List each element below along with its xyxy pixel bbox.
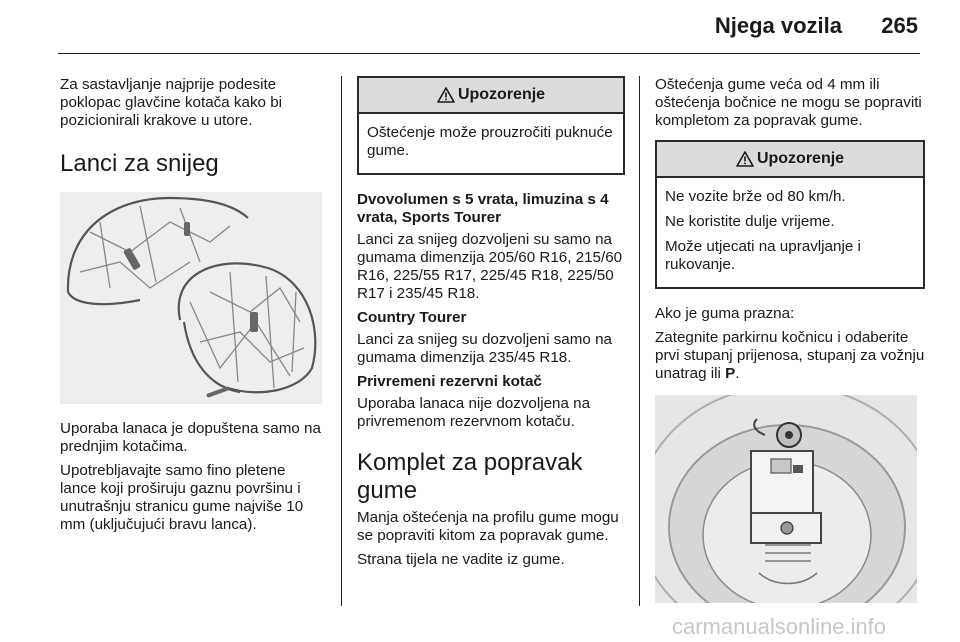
foreign-objects-text: Strana tijela ne vadite iz gume.: [357, 551, 565, 568]
gear-p-label: P: [725, 365, 736, 382]
column-left: [60, 76, 322, 540]
warning-title: Upozorenje: [457, 86, 546, 103]
page-title: Njega vozila: [714, 13, 842, 38]
warning-handling: Može utjecati na upravljanje i rukovanje.: [665, 238, 861, 273]
warning-body: [657, 178, 923, 287]
section-heading-snow-chains: Lanci za snijeg: [60, 150, 219, 177]
subheading-body-types: Dvovolumen s 5 vrata, limuzina s 4 vrata, Sports Tourer: [357, 191, 609, 226]
subheading-spare-wheel: Privremeni rezervni kotač: [357, 373, 542, 390]
warning-box: [357, 76, 625, 175]
damage-limit-text: Oštećenja gume veća od 4 mm ili oštećenja bočnice ne mogu se popraviti kompletom za popravak gume.: [655, 76, 922, 129]
warning-body: [359, 114, 623, 173]
parking-brake-instruction: Zategnite parkirnu kočnicu i odaberite prvi stupanj prijenosa, stupanj za vožnju unatrag ili P.: [655, 329, 925, 382]
warning-header: [657, 142, 923, 178]
assembly-intro: Za sastavljanje najprije podesite poklopac glavčine kotača kako bi pozicionirali krakove u utore.: [60, 76, 283, 129]
allowed-tyres-text: Lanci za snijeg dozvoljeni su samo na gumama dimenzija 205/60 R16, 215/60 R16, 225/55 R17, 225/45 R18, 225/50 R17 i 235/45 R18.: [357, 231, 623, 302]
page-header: [0, 0, 960, 52]
warning-triangle-icon: [437, 87, 455, 103]
watermark: carmanualsonline.info: [672, 614, 887, 639]
section-heading-repair-kit: Komplet za popravak gume: [357, 449, 583, 504]
column-divider: [341, 76, 342, 606]
warning-title: Upozorenje: [756, 150, 845, 167]
warning-triangle-icon: [736, 151, 754, 167]
repair-kit-text: Manja oštećenja na profilu gume mogu se popraviti kitom za popravak gume.: [357, 509, 619, 544]
warning-duration: Ne koristite dulje vrijeme.: [665, 213, 835, 230]
warning-box: [655, 140, 925, 289]
tyre-repair-kit-illustration: [655, 395, 917, 603]
column-divider: [639, 76, 640, 606]
country-tourer-text: Lanci za snijeg su dozvoljeni samo na gumama dimenzija 235/45 R18.: [357, 331, 612, 366]
column-middle: [357, 76, 625, 575]
spare-wheel-text: Uporaba lanaca nije dozvoljena na privremenom rezervnom kotaču.: [357, 395, 591, 430]
warning-text: Oštećenje može prouzročiti puknuće gume.: [367, 124, 613, 159]
chain-spec-note: Upotrebljavajte samo fino pletene lance koji proširuju gaznu površinu i unutrašnju stranicu gume najviše 10 mm (uključujući bravu lanca).: [60, 462, 304, 533]
front-wheels-note: Uporaba lanaca je dopuštena samo na prednjim kotačima.: [60, 420, 321, 455]
page-number: 265: [881, 13, 918, 38]
snow-chains-illustration: [60, 192, 322, 404]
warning-header: [359, 78, 623, 114]
header-rule: [58, 53, 920, 54]
warning-speed-limit: Ne vozite brže od 80 km/h.: [665, 188, 846, 205]
flat-tyre-intro: Ako je guma prazna:: [655, 305, 795, 322]
column-right: [655, 76, 925, 603]
subheading-country-tourer: Country Tourer: [357, 309, 467, 326]
